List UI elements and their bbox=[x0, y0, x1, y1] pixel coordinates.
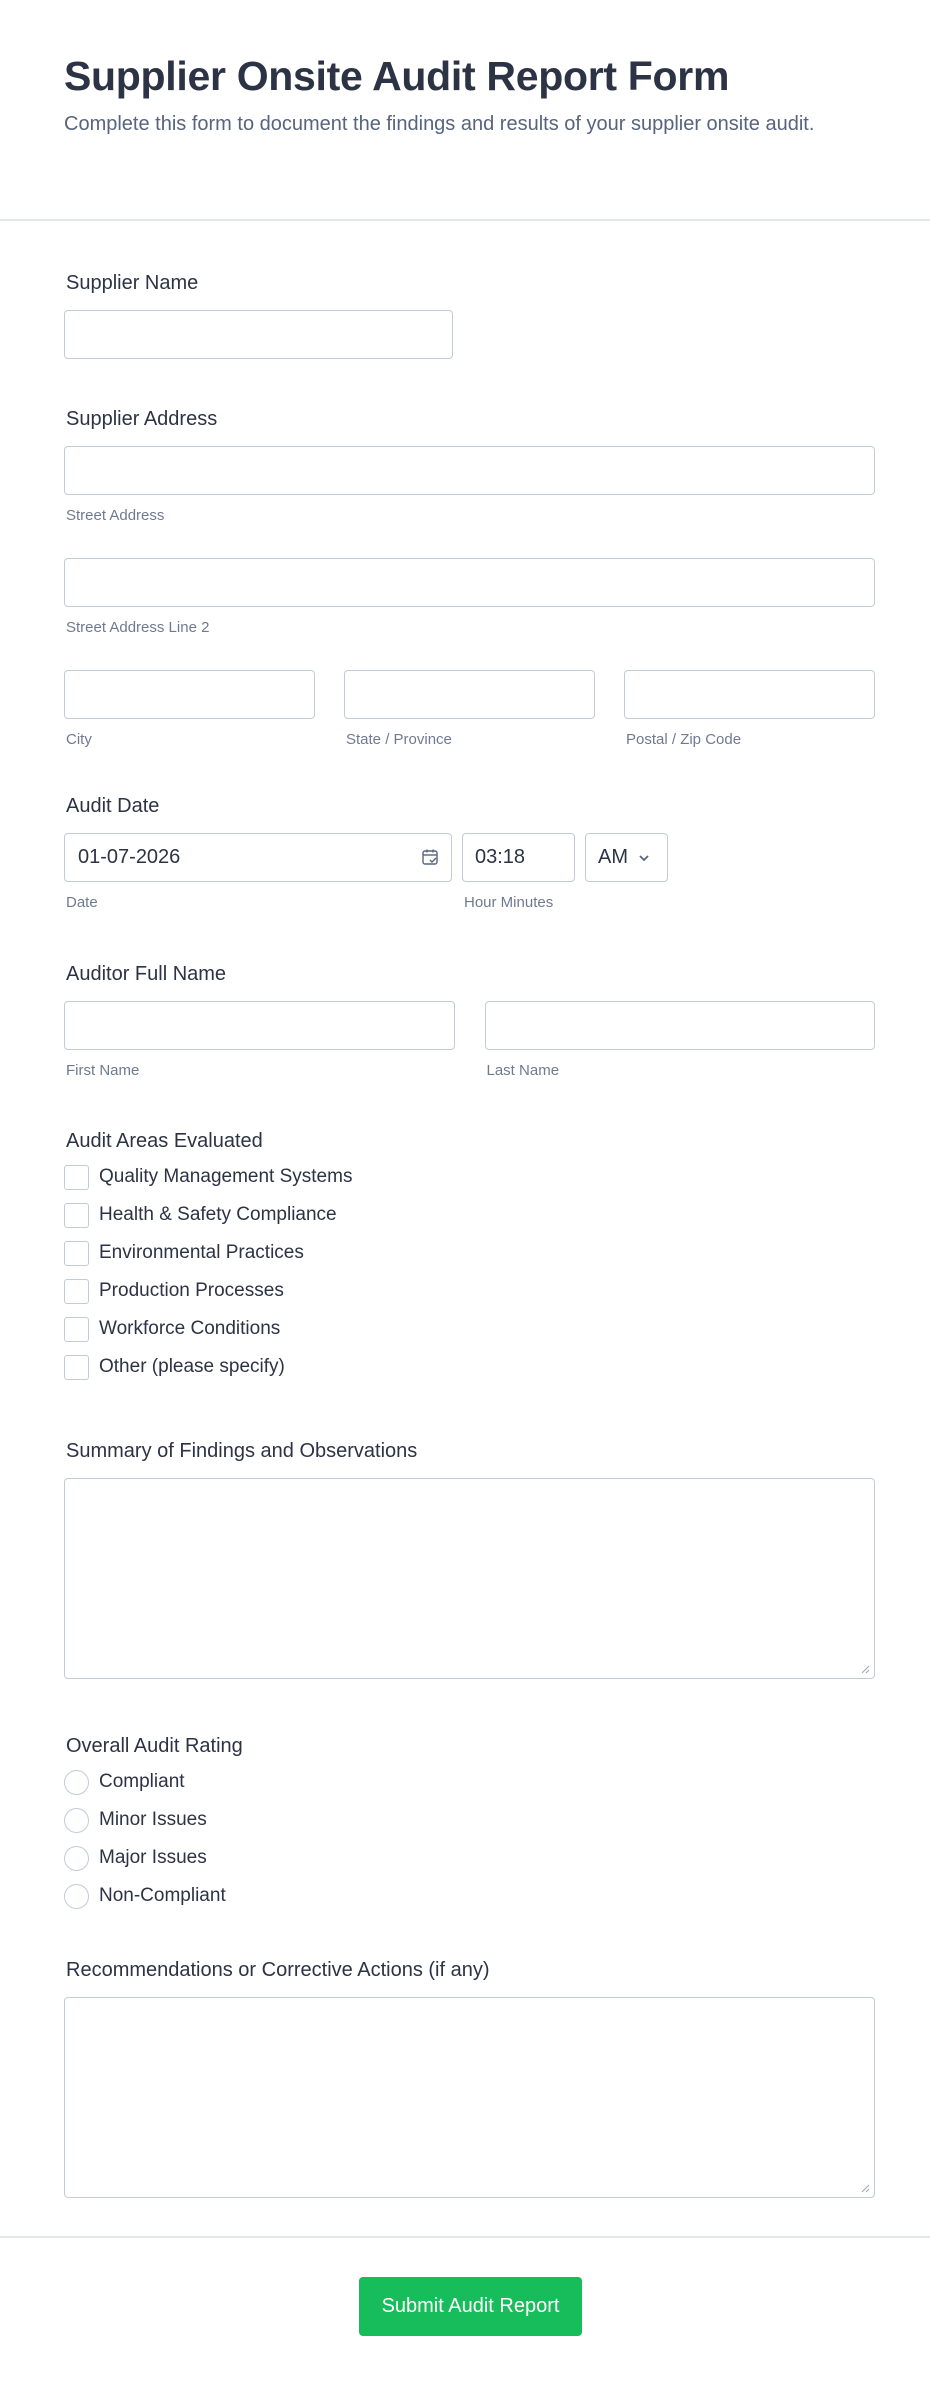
summary-textarea[interactable] bbox=[64, 1478, 875, 1679]
first-name-field bbox=[64, 1001, 455, 1080]
form-header bbox=[0, 0, 930, 221]
city-sublabel: City bbox=[66, 731, 92, 748]
checkbox[interactable] bbox=[64, 1355, 89, 1380]
resize-grip-icon[interactable] bbox=[861, 1665, 870, 1674]
form-title: Supplier Onsite Audit Report Form bbox=[64, 53, 730, 99]
radio-button[interactable] bbox=[64, 1846, 89, 1871]
auditor-name-field bbox=[64, 962, 875, 1080]
radio-button[interactable] bbox=[64, 1770, 89, 1795]
checkbox[interactable] bbox=[64, 1241, 89, 1266]
date-time-row bbox=[64, 833, 875, 912]
form-footer bbox=[0, 2236, 930, 2384]
radio-option[interactable] bbox=[64, 1763, 875, 1801]
checkbox[interactable] bbox=[64, 1203, 89, 1228]
rating-label: Overall Audit Rating bbox=[66, 1735, 243, 1757]
postal-field bbox=[624, 670, 875, 749]
radio-option[interactable] bbox=[64, 1801, 875, 1839]
ampm-group bbox=[585, 833, 668, 912]
summary-field bbox=[64, 1439, 875, 1679]
last-name-sublabel: Last Name bbox=[486, 1062, 560, 1079]
form-description: Complete this form to document the findings and results of your supplier onsite audit. bbox=[64, 113, 815, 135]
chevron-down-icon bbox=[638, 854, 650, 862]
resize-grip-icon[interactable] bbox=[861, 2184, 870, 2193]
checkbox-option[interactable] bbox=[64, 1234, 875, 1272]
audit-areas-label: Audit Areas Evaluated bbox=[66, 1130, 263, 1152]
checkbox-option[interactable] bbox=[64, 1272, 875, 1310]
supplier-name-field bbox=[64, 271, 875, 359]
date-input[interactable] bbox=[64, 833, 452, 882]
time-sublabel: Hour Minutes bbox=[464, 894, 554, 911]
city-field bbox=[64, 670, 315, 749]
city-state-postal-row bbox=[64, 670, 875, 749]
audit-areas-options bbox=[64, 1158, 875, 1386]
checkbox-option[interactable] bbox=[64, 1348, 875, 1386]
state-field bbox=[344, 670, 595, 749]
radio-label: Minor Issues bbox=[99, 1809, 207, 1830]
time-value: 03:18 bbox=[475, 846, 526, 868]
checkbox-option[interactable] bbox=[64, 1158, 875, 1196]
ampm-select[interactable] bbox=[585, 833, 668, 882]
checkbox-label: Environmental Practices bbox=[99, 1242, 304, 1263]
checkbox-label: Production Processes bbox=[99, 1280, 284, 1301]
time-input[interactable] bbox=[462, 833, 575, 882]
checkbox-label: Workforce Conditions bbox=[99, 1318, 281, 1339]
time-group bbox=[462, 833, 575, 912]
first-name-sublabel: First Name bbox=[66, 1062, 140, 1079]
summary-label: Summary of Findings and Observations bbox=[66, 1440, 418, 1462]
checkbox[interactable] bbox=[64, 1165, 89, 1190]
audit-date-field bbox=[64, 794, 875, 912]
ampm-value: AM bbox=[598, 846, 628, 868]
submit-button[interactable]: Submit Audit Report bbox=[359, 2277, 582, 2336]
auditor-name-label: Auditor Full Name bbox=[66, 963, 227, 985]
radio-button[interactable] bbox=[64, 1884, 89, 1909]
radio-button[interactable] bbox=[64, 1808, 89, 1833]
form-body bbox=[0, 221, 930, 2234]
checkbox[interactable] bbox=[64, 1279, 89, 1304]
radio-option[interactable] bbox=[64, 1877, 875, 1915]
radio-option[interactable] bbox=[64, 1839, 875, 1877]
rating-options bbox=[64, 1763, 875, 1915]
city-input[interactable] bbox=[64, 670, 315, 719]
checkbox-option[interactable] bbox=[64, 1310, 875, 1348]
checkbox-label: Other (please specify) bbox=[99, 1356, 285, 1377]
rating-field bbox=[64, 1734, 875, 1915]
date-group bbox=[64, 833, 452, 912]
audit-areas-field bbox=[64, 1129, 875, 1386]
audit-date-label: Audit Date bbox=[66, 795, 160, 817]
street-address-sublabel: Street Address bbox=[66, 507, 165, 524]
last-name-input[interactable] bbox=[485, 1001, 876, 1050]
street-address-line2-input[interactable] bbox=[64, 558, 875, 607]
street-address-input[interactable] bbox=[64, 446, 875, 495]
state-input[interactable] bbox=[344, 670, 595, 719]
checkbox-label: Quality Management Systems bbox=[99, 1166, 353, 1187]
last-name-field bbox=[485, 1001, 876, 1080]
radio-label: Major Issues bbox=[99, 1847, 207, 1868]
first-name-input[interactable] bbox=[64, 1001, 455, 1050]
supplier-name-input[interactable] bbox=[64, 310, 453, 359]
radio-label: Non-Compliant bbox=[99, 1885, 226, 1906]
supplier-address-field bbox=[64, 407, 875, 749]
calendar-icon[interactable] bbox=[421, 848, 439, 866]
checkbox[interactable] bbox=[64, 1317, 89, 1342]
recommendations-field bbox=[64, 1958, 875, 2198]
recommendations-label: Recommendations or Corrective Actions (if any) bbox=[66, 1959, 490, 1981]
checkbox-label: Health & Safety Compliance bbox=[99, 1204, 337, 1225]
supplier-address-label: Supplier Address bbox=[66, 408, 218, 430]
postal-input[interactable] bbox=[624, 670, 875, 719]
radio-label: Compliant bbox=[99, 1771, 185, 1792]
state-sublabel: State / Province bbox=[346, 731, 452, 748]
postal-sublabel: Postal / Zip Code bbox=[626, 731, 742, 748]
auditor-name-row bbox=[64, 1001, 875, 1080]
supplier-name-label: Supplier Name bbox=[66, 272, 199, 294]
recommendations-textarea[interactable] bbox=[64, 1997, 875, 2198]
date-value: 01-07-2026 bbox=[78, 846, 181, 868]
street-address-line2-sublabel: Street Address Line 2 bbox=[66, 619, 210, 636]
date-sublabel: Date bbox=[66, 894, 98, 911]
checkbox-option[interactable] bbox=[64, 1196, 875, 1234]
